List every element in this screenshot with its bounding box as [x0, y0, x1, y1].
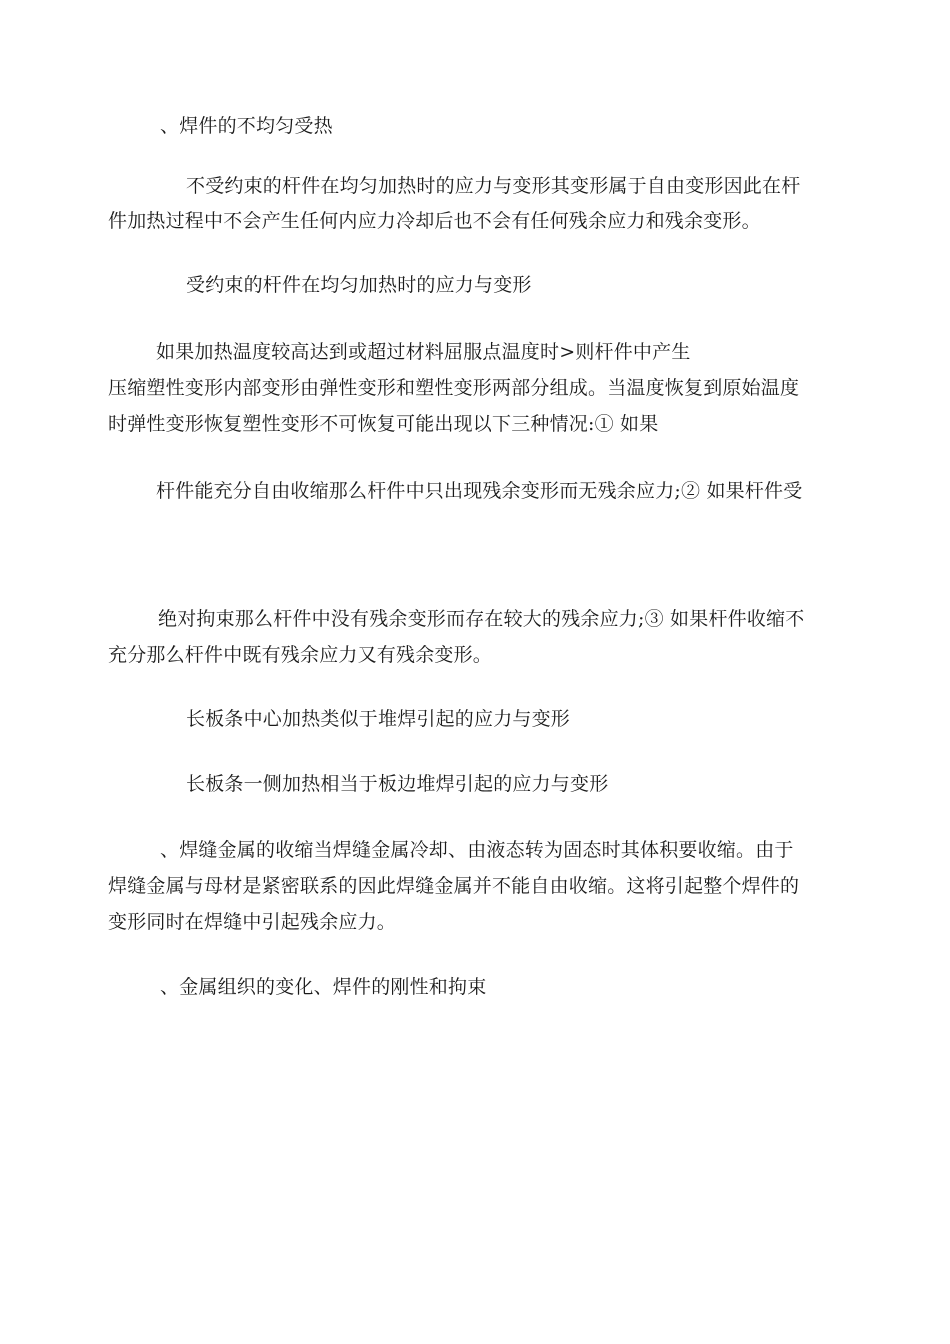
subheading-side-heating: 长板条一侧加热相当于板边堆焊引起的应力与变形 [186, 773, 609, 795]
paragraph-weld-shrink-line-2: 焊缝金属与母材是紧密联系的因此焊缝金属并不能自由收缩。这将引起整个焊件的 [108, 875, 800, 897]
paragraph-constrained-line-1: 如果加热温度较高达到或超过材料屈服点温度时>则杆件中产生 [156, 341, 691, 363]
paragraph-constrained-line-2: 压缩塑性变形内部变形由弹性变形和塑性变形两部分组成。当温度恢复到原始温度 [108, 377, 800, 399]
paragraph-weld-shrink-line-1: 、焊缝金属的收缩当焊缝金属冷却、由液态转为固态时其体积要收缩。由于 [160, 839, 794, 861]
paragraph-constrained-line-3: 时弹性变形恢复塑性变形不可恢复可能出现以下三种情况:① 如果 [108, 413, 659, 435]
paragraph-case-3-line-1: 绝对拘束那么杆件中没有残余变形而存在较大的残余应力;③ 如果杆件收缩不 [158, 608, 805, 630]
paragraph-free-heating-line-1: 不受约束的杆件在均匀加热时的应力与变形其变形属于自由变形因此在杆 [186, 175, 801, 197]
paragraph-case-3-line-2: 充分那么杆件中既有残余应力又有残余变形。 [108, 644, 493, 666]
paragraph-free-heating-line-2: 件加热过程中不会产生任何内应力冷却后也不会有任何残余应力和残余变形。 [108, 210, 761, 232]
subheading-constrained-bar: 受约束的杆件在均匀加热时的应力与变形 [186, 274, 532, 296]
paragraph-weld-shrink-line-3: 变形同时在焊缝中引起残余应力。 [108, 911, 397, 933]
paragraph-case-2: 杆件能充分自由收缩那么杆件中只出现残余变形而无残余应力;② 如果杆件受 [156, 480, 803, 502]
subheading-center-heating: 长板条中心加热类似于堆焊引起的应力与变形 [186, 708, 571, 730]
section-heading-uneven-heating: 、焊件的不均匀受热 [160, 115, 333, 137]
section-heading-metal-structure: 、金属组织的变化、焊件的刚性和拘束 [160, 976, 487, 998]
